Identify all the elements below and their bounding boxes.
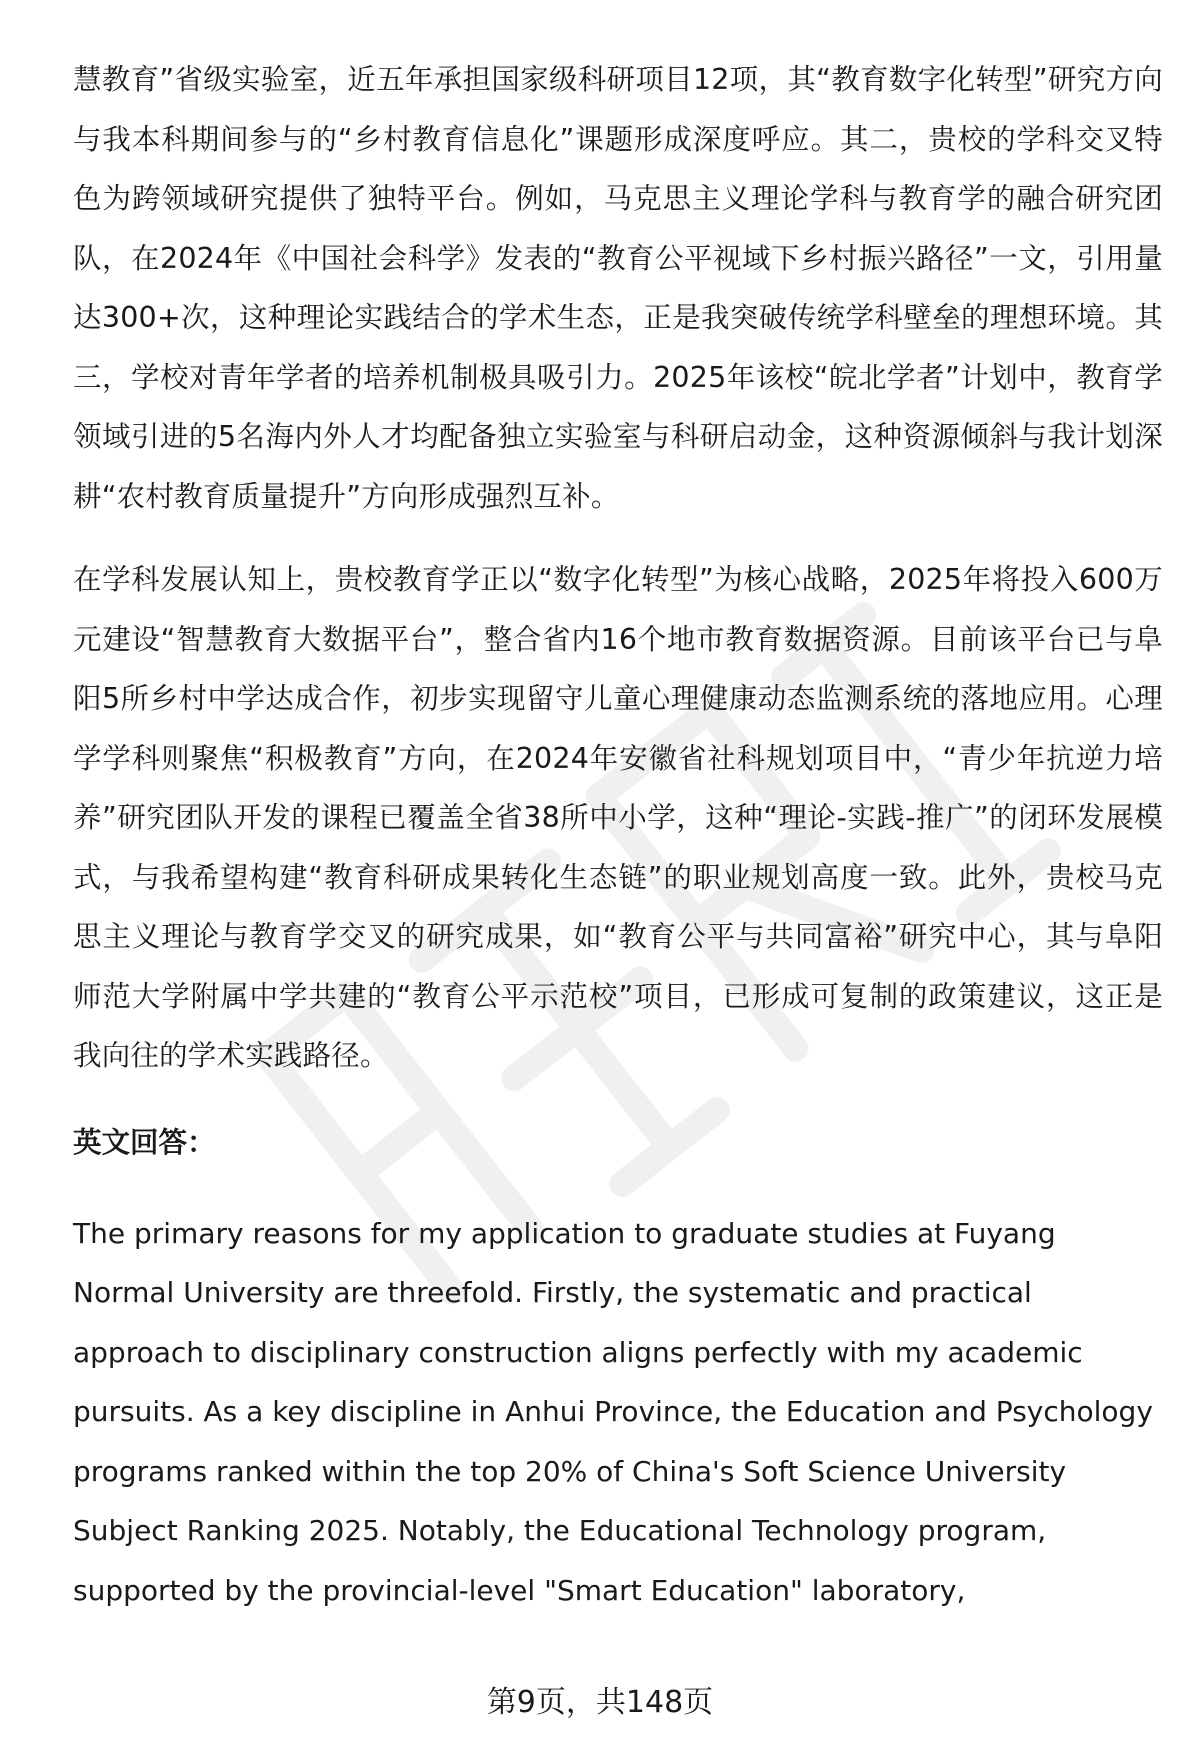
- english-paragraph: The primary reasons for my application to graduate studies at Fuyang Normal University are threefold. Firstly, the systematic and practical approach to disciplinary construction aligns perfectly with my academic pursuits. As a key discipline in Anhui Province, the Education and Psychology programs ranked within the top 20% of China's Soft Science University Subject Ranking 2025. Notably, the Educational Technology program, supported by the provincial-level "Smart Education" laboratory,: [73, 1216, 1153, 1607]
- chinese-paragraph-2: 在学科发展认知上，贵校教育学正以“数字化转型”为核心战略，2025年将投入600万元建设“智慧教育大数据平台”，整合省内16个地市教育数据资源。目前该平台已与阜阳5所乡村中学达成合作，初步实现留守儿童心理健康动态监测系统的落地应用。心理学学科则聚焦“积极教育”方向，在2024年安徽省社科规划项目中，“青少年抗逆力培养”研究团队开发的课程已覆盖全省38所中小学，这种“理论-实践-推广”的闭环发展模式，与我希望构建“教育科研成果转化生态链”的职业规划高度一致。此外，贵校马克思主义理论与教育学交叉的研究成果，如“教育公平与共同富裕”研究中心，其与阜阳师范大学附属中学共建的“教育公平示范校”项目，已形成可复制的政策建议，这正是我向往的学术实践路径。: [73, 563, 1163, 1072]
- page-number-footer: 第9页，共148页: [486, 1685, 714, 1720]
- english-answer-heading: 英文回答：: [73, 1125, 216, 1159]
- document-page: [73, 50, 1163, 1620]
- chinese-paragraph-1: 慧教育”省级实验室，近五年承担国家级科研项目12项，其“教育数字化转型”研究方向与我本科期间参与的“乡村教育信息化”课题形成深度呼应。其二，贵校的学科交叉特色为跨领域研究提供了独特平台。例如，马克思主义理论学科与教育学的融合研究团队，在2024年《中国社会科学》发表的“教育公平视域下乡村振兴路径”一文，引用量达300+次，这种理论实践结合的学术生态，正是我突破传统学科壁垒的理想环境。其三，学校对青年学者的培养机制极具吸引力。2025年该校“皖北学者”计划中，教育学领域引进的5名海内外人才均配备独立实验室与科研启动金，这种资源倾斜与我计划深耕“农村教育质量提升”方向形成强烈互补。: [73, 63, 1164, 513]
